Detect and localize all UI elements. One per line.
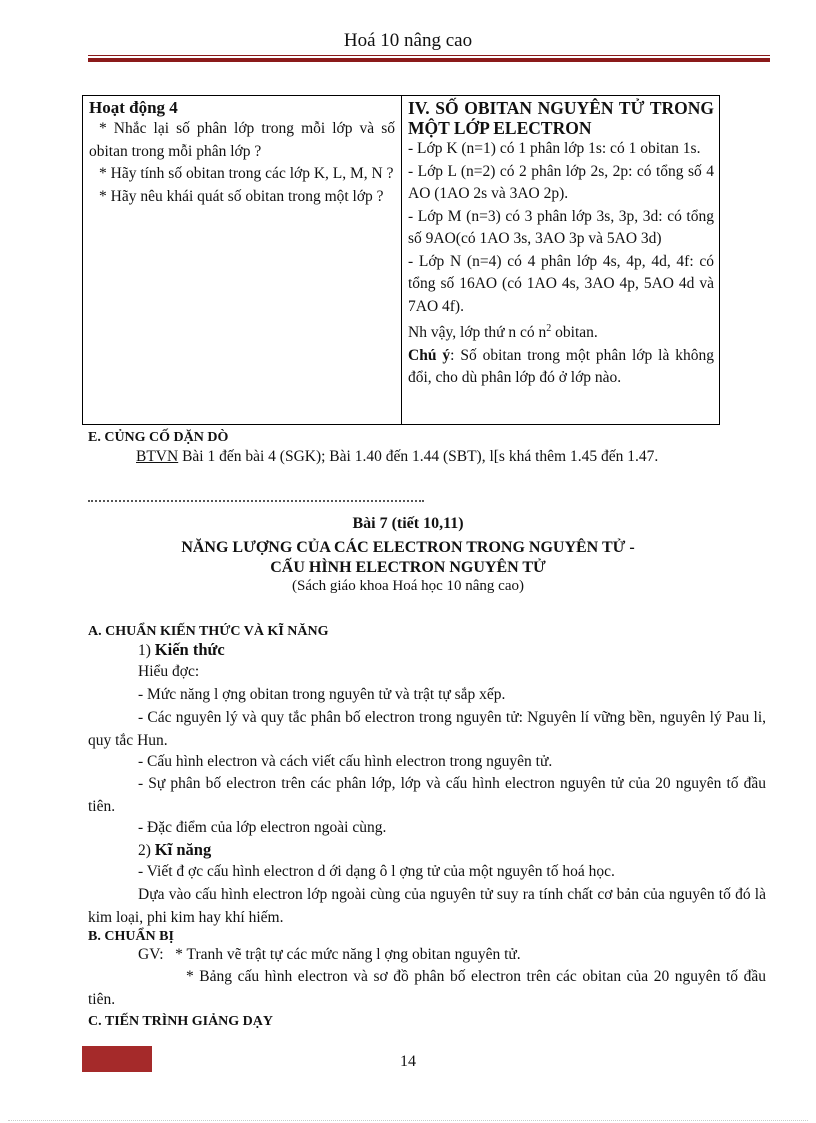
content-line: - Lớp M (n=3) có 3 phân lớp 3s, 3p, 3d: có tổng số 9AO(có 1AO 3s, 3AO 3p và 5AO 3d) — [408, 207, 714, 247]
btvn-label: BTVN — [136, 448, 179, 465]
note-label: Chú ý — [408, 346, 451, 364]
skills-heading: 2) Kĩ năng — [138, 840, 212, 859]
gv-label: GV: — [138, 946, 164, 963]
section-a-title: A. CHUẨN KIẾN THỨC VÀ KĨ NĂNG — [88, 624, 329, 639]
summary-line: Nh vậy, lớp thứ n có $n^2$ obitan. — [408, 323, 598, 342]
activity-item: * Hãy tính số obitan trong các lớp K, L, M, N ? — [99, 165, 394, 182]
header-rule-thick — [88, 58, 770, 62]
knowledge-item: - Các nguyên lý và quy tắc phân bố electron trong nguyên tử: Nguyên lí vững bền, nguyên lý Pau li, quy tắc Hun. — [88, 709, 766, 749]
content-line: - Lớp L (n=2) có 2 phân lớp 2s, 2p: có tổng số 4 AO (1AO 2s và 3AO 2p). — [408, 162, 714, 202]
page-header-title: Hoá 10 nâng cao — [343, 30, 473, 51]
lesson-number: Bài 7 (tiết 10,11) — [352, 515, 464, 532]
content-heading: IV. SỐ OBITAN NGUYÊN TỬ TRONG MỘT LỚP ELECTRON — [408, 98, 714, 138]
bottom-border — [8, 1120, 808, 1121]
knowledge-heading: 1) Kiến thức — [138, 640, 225, 659]
skills-item: - Viết đ ợc cấu hình electron d ới dạng ô l ợng tử của một nguyên tố hoá học. — [138, 863, 615, 880]
preparation-line: GV: * Tranh vẽ trật tự các mức năng l ợng obitan nguyên tử. — [138, 946, 521, 963]
section-b-title: B. CHUẨN BỊ — [88, 929, 174, 944]
section-e-title: E. CỦNG CỐ DẶN DÒ — [88, 430, 229, 445]
knowledge-intro: Hiểu đợc: — [138, 663, 200, 680]
homework-paragraph: BTVN Bài 1 đến bài 4 (SGK); Bài 1.40 đến 1.44 (SBT), l[s khá thêm 1.45 đến 1.47. — [136, 448, 659, 465]
table-left-cell — [89, 98, 395, 208]
knowledge-item: - Sự phân bố electron trên các phân lớp, lớp và cấu hình electron nguyên tử của 20 nguyên tố đầu tiên. — [88, 775, 766, 815]
dotted-separator — [88, 500, 424, 502]
section-c-title: C. TIẾN TRÌNH GIẢNG DẠY — [88, 1014, 274, 1029]
header-rule-thin — [88, 55, 770, 56]
activity-table — [82, 95, 720, 425]
activity-item: * Hãy nêu khái quát số obitan trong một lớp ? — [99, 187, 384, 205]
note-line: Chú ý: Số obitan trong một phân lớp là không đổi, cho dù phân lớp đó ở lớp nào. — [408, 346, 714, 387]
table-right-cell — [408, 98, 714, 390]
page-number: 14 — [400, 1053, 416, 1070]
content-line: - Lớp K (n=1) có 1 phân lớp 1s: có 1 obitan 1s. — [408, 140, 701, 157]
knowledge-item: - Đặc điểm của lớp electron ngoài cùng. — [138, 819, 387, 836]
preparation-line: * Bảng cấu hình electron và sơ đồ phân bố electron trên các obitan của 20 nguyên tố đầu tiên. — [88, 968, 766, 1008]
knowledge-item: - Mức năng l ợng obitan trong nguyên tử và trật tự sắp xếp. — [138, 686, 506, 703]
lesson-title-line2: CẤU HÌNH ELECTRON NGUYÊN TỬ — [270, 559, 546, 576]
content-line: - Lớp N (n=4) có 4 phân lớp 4s, 4p, 4d, 4f: có tổng số 16AO (có 1AO 4s, 3AO 4p, 5AO 4d và 7AO 4f). — [408, 252, 714, 315]
table-column-divider — [401, 96, 402, 424]
lesson-title-line1: NĂNG LƯỢNG CỦA CÁC ELECTRON TRONG NGUYÊN TỬ - — [181, 539, 635, 556]
activity-heading: Hoạt động 4 — [89, 98, 178, 117]
knowledge-item: - Cấu hình electron và cách viết cấu hình electron trong nguyên tử. — [138, 753, 553, 770]
lesson-subtitle: (Sách giáo khoa Hoá học 10 nâng cao) — [291, 578, 524, 594]
activity-item: * Nhắc lại số phân lớp trong mỗi lớp và số obitan trong mỗi phân lớp ? — [89, 120, 395, 160]
skills-item: Dựa vào cấu hình electron lớp ngoài cùng của nguyên tử suy ra tính chất cơ bản của nguyên tố đó là kim loại, phi kim hay khí hiếm. — [88, 886, 766, 926]
